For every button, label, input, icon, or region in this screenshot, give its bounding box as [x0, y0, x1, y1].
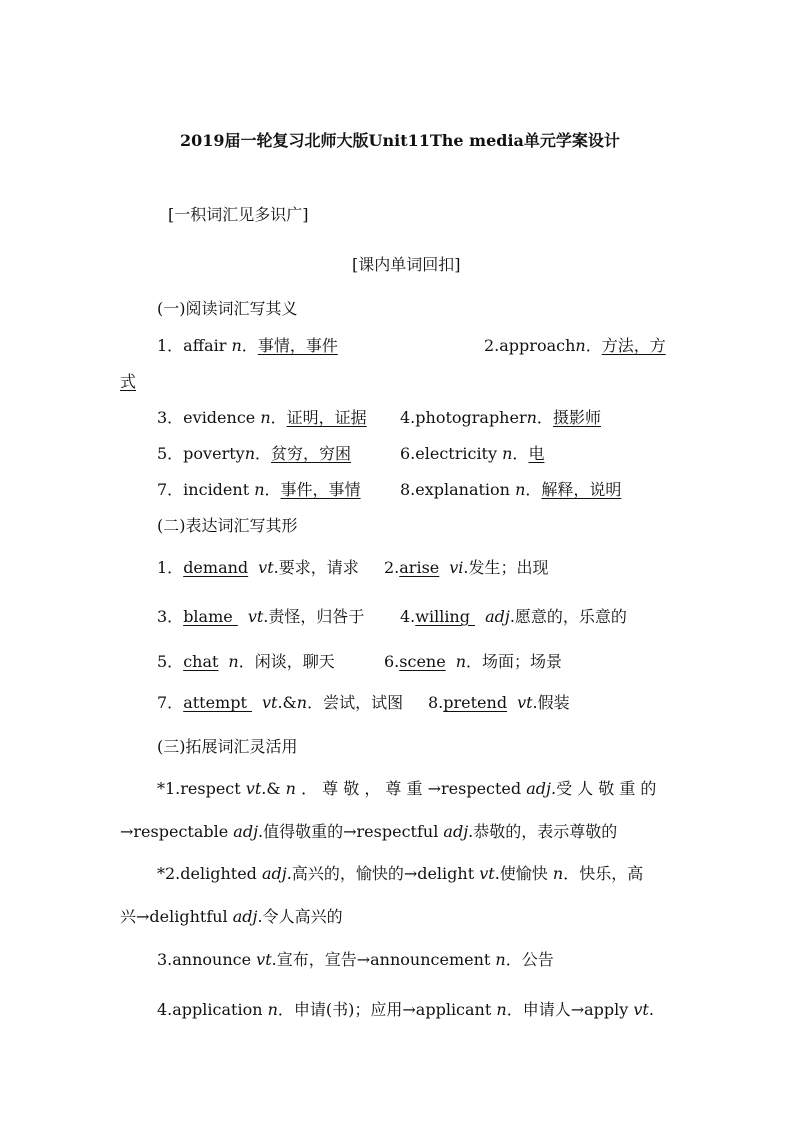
answer: 事件，事情 — [280, 480, 361, 499]
pos-label: n — [515, 480, 526, 499]
pos-label: n — [254, 480, 265, 499]
sec1-item-2 — [484, 336, 666, 356]
sec2-item-1 — [157, 558, 359, 578]
text: ．公告 — [505, 950, 554, 969]
pos-label: n — [296, 693, 308, 712]
pos-label: n — [231, 336, 242, 355]
text: 兴→delightful — [120, 907, 233, 926]
answer: 电 — [528, 444, 545, 463]
text: .使愉快 — [494, 864, 553, 883]
sec3-item-2-line2 — [120, 907, 343, 927]
item-number: 8. — [428, 693, 444, 712]
answer: 解释，说明 — [541, 480, 622, 499]
separator: ． — [264, 480, 281, 499]
answer: 方法，方 — [601, 336, 666, 355]
definition: ．闲谈，聊天 — [238, 652, 335, 671]
sec2-item-5 — [157, 652, 335, 672]
answer: blame — [183, 607, 238, 626]
separator: ． — [255, 444, 272, 463]
pos-label: vt — [261, 693, 278, 712]
definition: ．场面；场景 — [466, 652, 563, 671]
answer: willing — [415, 607, 476, 626]
section-banner: [一积词汇见多识广] — [168, 205, 309, 224]
answer: 贫穷，穷困 — [271, 444, 352, 463]
pos-label: adj — [485, 607, 510, 626]
sec3-item-4 — [157, 1000, 654, 1020]
pos-label: adj. — [232, 907, 263, 926]
item-number: 1．affair — [157, 336, 232, 355]
separator: ． — [585, 336, 602, 355]
answer: pretend — [443, 693, 508, 712]
answer: 摄影师 — [552, 408, 601, 427]
item-number: 3． — [157, 607, 184, 626]
text: . — [648, 1000, 654, 1019]
sec1-item-6 — [400, 444, 544, 464]
definition: .要求，请求 — [273, 558, 359, 577]
pos-label: n — [495, 950, 506, 969]
separator: ． — [525, 480, 542, 499]
word: 4.application — [157, 1000, 268, 1019]
sec3-item-1-line2 — [120, 822, 617, 842]
pos-label: n — [267, 1000, 278, 1019]
item-number: 6. — [384, 652, 400, 671]
sec2-heading: (二)表达词汇写其形 — [157, 516, 298, 535]
answer: arise — [399, 558, 440, 577]
pos-label: n — [285, 779, 296, 798]
pos-label: n — [244, 444, 255, 463]
sec1-item-2-wrap: 式 — [120, 372, 137, 391]
text: .宣布，宣告→announcement — [271, 950, 496, 969]
item-number: 5． — [157, 652, 184, 671]
pos-label: vt — [633, 1000, 649, 1019]
word: *1.respect — [157, 779, 246, 798]
item-number: 4.photographer — [400, 408, 527, 427]
pos-label: adj. — [526, 779, 557, 798]
text: →respectable — [120, 822, 234, 841]
doc-title: 2019届一轮复习北师大版Unit11The media单元学案设计 — [180, 131, 620, 150]
item-number: 8.explanation — [400, 480, 516, 499]
item-number: 4. — [400, 607, 416, 626]
pos-label: n — [552, 864, 564, 883]
pos-label: n — [526, 408, 537, 427]
item-number: 2.approach — [484, 336, 576, 355]
pos-label: adj. — [443, 822, 474, 841]
sec1-item-5 — [157, 444, 351, 464]
sec1-item-3 — [157, 408, 367, 428]
sec1-heading: (一)阅读词汇写其义 — [157, 299, 298, 318]
pos-label: vt — [517, 693, 533, 712]
text: ．快乐，高 — [563, 864, 644, 883]
text: 令人高兴的 — [262, 907, 343, 926]
text: 恭敬的，表示尊敬的 — [473, 822, 618, 841]
definition: .假装 — [532, 693, 570, 712]
answer: 证明，证据 — [286, 408, 367, 427]
pos-label: vt — [247, 607, 264, 626]
subsection-banner: [课内单词回扣] — [352, 255, 461, 274]
item-number: 5．poverty — [157, 444, 245, 463]
separator: ． — [512, 444, 529, 463]
sec2-item-8 — [428, 693, 570, 713]
pos-label: n — [455, 652, 466, 671]
definition: .& — [277, 693, 297, 712]
text: 高兴的，愉快的→delight — [291, 864, 480, 883]
pos-label: n — [228, 652, 239, 671]
text: 值得敬重的→respectful — [263, 822, 444, 841]
answer: attempt — [183, 693, 252, 712]
sec3-item-1-line1 — [157, 779, 656, 799]
sec1-item-7 — [157, 480, 361, 500]
answer: 事情，事件 — [257, 336, 338, 355]
sec1-item-8 — [400, 480, 621, 500]
item-number: 7． — [157, 693, 184, 712]
definition: ．尝试，试图 — [307, 693, 404, 712]
definition: .愿意的，乐意的 — [509, 607, 627, 626]
pos-label: n — [575, 336, 586, 355]
sec2-item-4 — [400, 607, 627, 627]
pos-label: vt — [258, 558, 274, 577]
pos-label: vi — [449, 558, 464, 577]
answer: chat — [183, 652, 219, 671]
pos-label: n — [496, 1000, 507, 1019]
text: 受 人 敬 重 的 — [556, 779, 657, 798]
word: *2.delighted — [157, 864, 262, 883]
text: .& — [261, 779, 286, 798]
item-number: 6.electricity — [400, 444, 503, 463]
item-number: 3．evidence — [157, 408, 261, 427]
pos-label: vt — [256, 950, 272, 969]
item-number: 7．incident — [157, 480, 255, 499]
separator: ． — [536, 408, 553, 427]
word: 3.announce — [157, 950, 257, 969]
pos-label: vt — [245, 779, 262, 798]
item-number: 1． — [157, 558, 184, 577]
sec1-item-4 — [400, 408, 601, 428]
sec2-item-3 — [157, 607, 364, 627]
pos-label: n — [502, 444, 513, 463]
pos-label: adj. — [261, 864, 292, 883]
separator: ． — [241, 336, 258, 355]
separator: ． — [270, 408, 287, 427]
sec3-item-3 — [157, 950, 554, 970]
answer: scene — [399, 652, 446, 671]
definition: .发生；出现 — [463, 558, 549, 577]
item-number: 2. — [384, 558, 400, 577]
text: ． 尊 敬 ， 尊 重 →respected — [295, 779, 527, 798]
sec2-item-6 — [384, 652, 562, 672]
answer: demand — [183, 558, 249, 577]
pos-label: vt — [479, 864, 495, 883]
definition: .责怪，归咎于 — [263, 607, 365, 626]
text: ．申请人→apply — [506, 1000, 634, 1019]
sec1-item-1 — [157, 336, 338, 356]
pos-label: adj. — [233, 822, 264, 841]
sec2-item-2 — [384, 558, 549, 578]
pos-label: n — [260, 408, 271, 427]
sec3-heading: (三)拓展词汇灵活用 — [157, 737, 298, 756]
sec2-item-7 — [157, 693, 403, 713]
sec3-item-2-line1 — [157, 864, 643, 884]
text: ．申请(书)；应用→applicant — [277, 1000, 497, 1019]
